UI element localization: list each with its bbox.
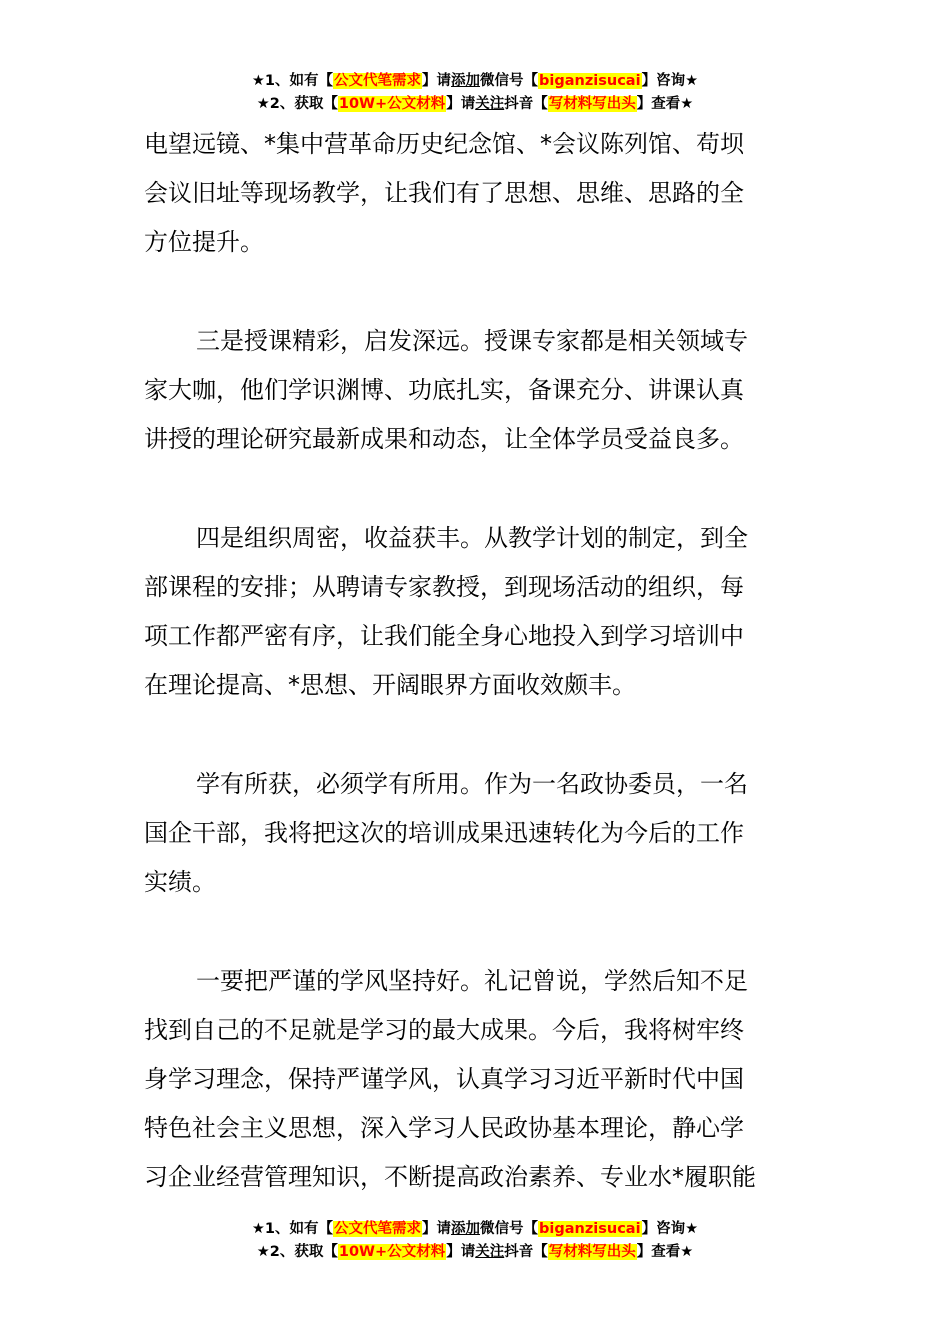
banner-text: 】查看★ xyxy=(636,1244,694,1260)
banner-underline: 关注 xyxy=(475,1244,505,1260)
text-line: 国企干部，我将把这次的培训成果迅速转化为今后的工作 xyxy=(144,819,744,847)
banner-highlight: biganzisucai xyxy=(539,1221,641,1237)
text-line: 方位提升。 xyxy=(144,228,264,256)
text-line: 三是授课精彩，启发深远。授课专家都是相关领域专 xyxy=(196,327,748,355)
text-line: 电望远镜、*集中营革命历史纪念馆、*会议陈列馆、苟坝 xyxy=(144,130,744,158)
text-line: 一要把严谨的学风坚持好。礼记曾说，学然后知不足 xyxy=(196,967,748,995)
banner-text: 】请 xyxy=(422,1221,452,1237)
banner-text: ★1、如有【 xyxy=(251,1221,334,1237)
banner-text: 微信号【 xyxy=(480,1221,539,1237)
text-line: 项工作都严密有序，让我们能全身心地投入到学习培训中 xyxy=(144,622,744,650)
banner-highlight: 写材料写出头 xyxy=(548,1244,636,1260)
banner-text: 】请 xyxy=(446,96,476,112)
text-line: 家大咖，他们学识渊博、功底扎实，备课充分、讲课认真 xyxy=(144,376,744,404)
text-line: 讲授的理论研究最新成果和动态，让全体学员受益良多。 xyxy=(144,425,744,453)
banner-text: 】查看★ xyxy=(636,96,694,112)
text-line: 习企业经营管理知识，不断提高政治素养、专业水*履职能 xyxy=(144,1163,756,1191)
banner-underline: 添加 xyxy=(451,1221,481,1237)
banner-text: 】咨询★ xyxy=(641,73,699,89)
banner-text: 】请 xyxy=(446,1244,476,1260)
text-line: 特色社会主义思想，深入学习人民政协基本理论，静心学 xyxy=(144,1114,744,1142)
text-line: 实绩。 xyxy=(144,868,216,896)
banner-text: 抖音【 xyxy=(504,1244,548,1260)
banner-highlight: 公文代笔需求 xyxy=(334,1221,422,1237)
banner-highlight: 公文代笔需求 xyxy=(334,73,422,89)
banner-text: 微信号【 xyxy=(480,73,539,89)
banner-highlight: 写材料写出头 xyxy=(548,96,636,112)
text-line: 身学习理念，保持严谨学风，认真学习习近平新时代中国 xyxy=(144,1065,744,1093)
banner-highlight: 10W+公文材料 xyxy=(338,1244,446,1260)
banner-underline: 关注 xyxy=(475,96,505,112)
document-body xyxy=(144,120,808,1202)
banner-underline: 添加 xyxy=(451,73,481,89)
bottom-banner-line-1 xyxy=(0,1218,950,1240)
top-banner-line-1 xyxy=(0,70,950,92)
banner-text: 】咨询★ xyxy=(641,1221,699,1237)
banner-text: 】请 xyxy=(422,73,452,89)
banner-text: ★2、获取【 xyxy=(256,96,338,112)
text-line: 学有所获，必须学有所用。作为一名政协委员，一名 xyxy=(196,770,748,798)
text-line: 在理论提高、*思想、开阔眼界方面收效颇丰。 xyxy=(144,671,636,699)
banner-text: ★1、如有【 xyxy=(251,73,334,89)
top-banner-line-2 xyxy=(0,93,950,115)
banner-text: 抖音【 xyxy=(504,96,548,112)
text-line: 四是组织周密，收益获丰。从教学计划的制定，到全 xyxy=(196,524,748,552)
text-line: 部课程的安排；从聘请专家教授，到现场活动的组织，每 xyxy=(144,573,744,601)
bottom-banner-line-2 xyxy=(0,1241,950,1263)
banner-highlight: biganzisucai xyxy=(539,73,641,89)
banner-text: ★2、获取【 xyxy=(256,1244,338,1260)
banner-highlight: 10W+公文材料 xyxy=(338,96,446,112)
text-line: 会议旧址等现场教学，让我们有了思想、思维、思路的全 xyxy=(144,179,744,207)
text-line: 找到自己的不足就是学习的最大成果。今后，我将树牢终 xyxy=(144,1016,744,1044)
